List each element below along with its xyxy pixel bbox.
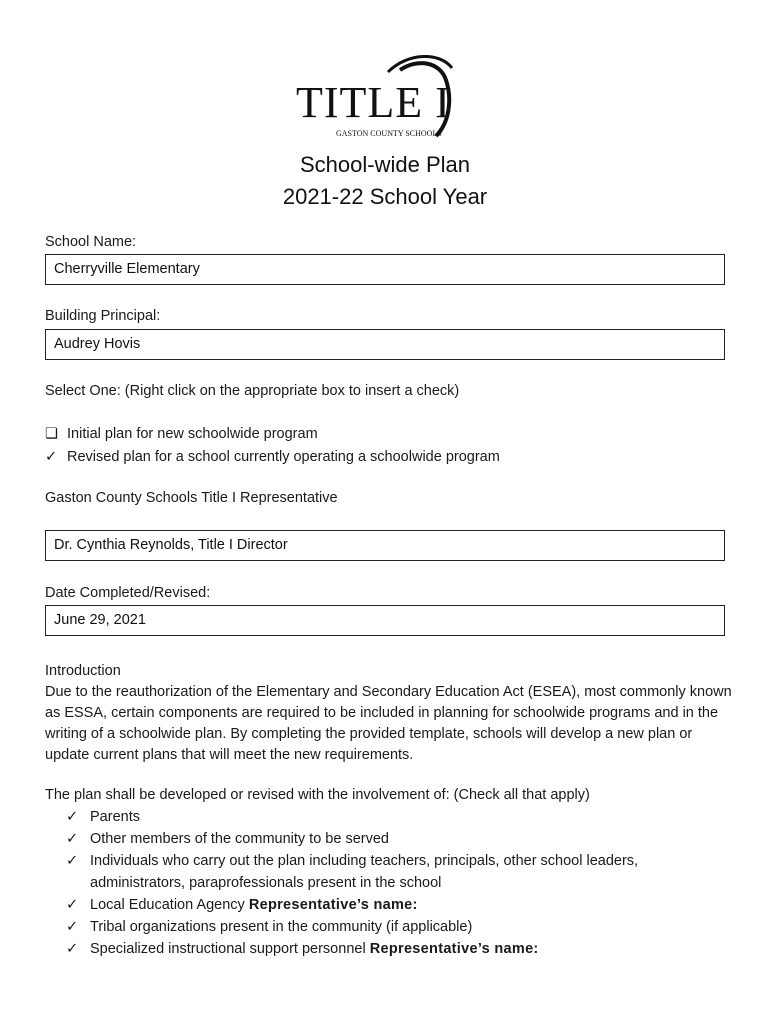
select-one-label: Select One: (Right click on the appropriate box to insert a check) (45, 383, 460, 399)
checkmark-icon[interactable]: ✓ (66, 919, 79, 935)
logo-subtitle: GASTON COUNTY SCHOOLS (336, 129, 442, 138)
list-item: ✓ Specialized instructional support personnel Representative’s name: (66, 938, 706, 960)
date-field[interactable]: June 29, 2021 (45, 605, 725, 636)
date-label: Date Completed/Revised: (45, 585, 211, 601)
empty-checkbox-icon[interactable]: ❏ (45, 426, 58, 442)
option-revised-plan[interactable] (45, 449, 500, 465)
option-label: Initial plan for new schoolwide program (67, 426, 318, 442)
introduction-body: Due to the reauthorization of the Elementary and Secondary Education Act (ESEA), most commonly known as ESSA, certain components are required to be included in planning for schoolwide programs and in the writing of a schoolwide plan. By completing the provided template, schools will develop a new plan or update current plans that will meet the new requirements. (45, 684, 732, 763)
checkmark-icon[interactable]: ✓ (66, 941, 79, 957)
principal-label: Building Principal: (45, 308, 161, 324)
representative-field[interactable]: Dr. Cynthia Reynolds, Title I Director (45, 530, 725, 561)
list-item: ✓ Tribal organizations present in the community (if applicable) (66, 916, 706, 938)
checkmark-icon[interactable]: ✓ (66, 897, 79, 913)
representative-label: Gaston County Schools Title I Representative (45, 490, 338, 506)
involvement-lead: The plan shall be developed or revised with the involvement of: (Check all that apply) (45, 787, 590, 803)
school-name-label: School Name: (45, 234, 137, 250)
option-initial-plan[interactable] (45, 426, 318, 442)
plan-title: School-wide Plan (300, 152, 470, 177)
logo-title: TITLE I (296, 78, 451, 127)
title-i-logo (290, 50, 470, 140)
involvement-list (66, 806, 706, 960)
list-item: ✓ Other members of the community to be served (66, 828, 706, 850)
list-item: ✓ Parents (66, 806, 706, 828)
list-item: ✓ Local Education Agency Representative’s name: (66, 894, 706, 916)
principal-field[interactable]: Audrey Hovis (45, 329, 725, 360)
list-item: ✓ Individuals who carry out the plan including teachers, principals, other school leaders, administrators, paraprofessionals present in the school (66, 850, 706, 894)
option-label: Revised plan for a school currently operating a schoolwide program (67, 449, 500, 465)
checkmark-icon[interactable]: ✓ (66, 831, 79, 847)
checkmark-icon[interactable]: ✓ (66, 853, 79, 869)
introduction-heading: Introduction (45, 663, 121, 679)
school-name-field[interactable]: Cherryville Elementary (45, 254, 725, 285)
checkmark-icon[interactable]: ✓ (45, 449, 58, 465)
school-year: 2021-22 School Year (282, 184, 488, 209)
checkmark-icon[interactable]: ✓ (66, 809, 79, 825)
